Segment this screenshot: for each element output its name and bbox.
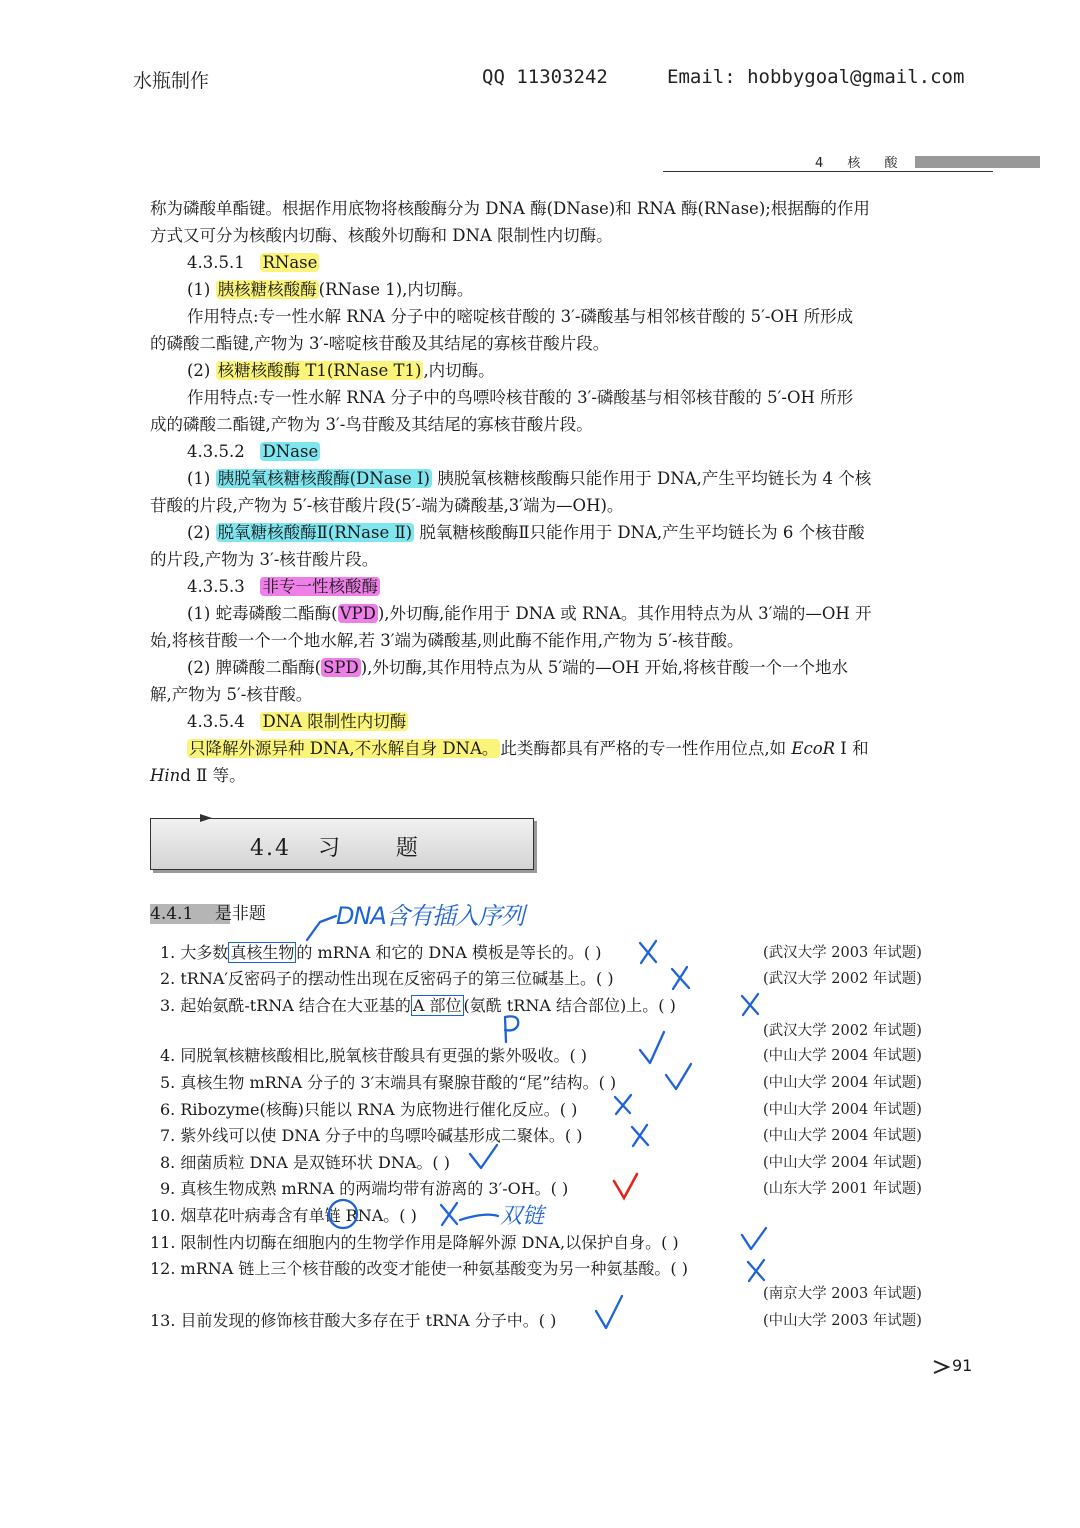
question-source: (中山大学 2003 年试题) — [763, 1313, 922, 1329]
item-prefix: (2) — [187, 361, 216, 380]
item-prefix: (2) — [187, 523, 216, 542]
handwritten-note: 双链 — [500, 1204, 545, 1229]
question-source: (武汉大学 2003 年试题) — [763, 945, 922, 961]
boxed-term: 真核生物 — [230, 943, 295, 962]
enzyme-name: Hin — [150, 766, 181, 785]
item-text: Ⅰ 和 — [835, 739, 869, 758]
question-number: 6. — [160, 1100, 176, 1119]
paragraph-line: 苷酸的片段,产物为 5′-核苷酸片段(5′-端为磷酸基,3′端为—OH)。 — [150, 496, 624, 515]
header-qq: QQ 11303242 — [482, 66, 608, 88]
subsection-title: RNase — [262, 253, 318, 272]
paragraph-line: 作用特点:专一性水解 RNA 分子中的嘧啶核苷酸的 3′-磷酸基与相邻核苷酸的 5′-OH 所形成 — [187, 307, 854, 326]
paragraph-line: 解,产物为 5′-核苷酸。 — [150, 685, 313, 704]
subsection-title: 是非题 — [214, 904, 266, 924]
question-text: (氨酰 tRNA 结合部位)上。( ) — [463, 996, 676, 1015]
question-text: 真核生物 mRNA 分子的 3′末端具有聚腺苷酸的“尾”结构。( ) — [180, 1073, 617, 1092]
annotation-letter-mark — [505, 1016, 518, 1042]
subsection-number: 4.3.5.1 — [187, 253, 245, 272]
answer-marks — [441, 941, 766, 1328]
question-number: 7. — [160, 1126, 176, 1145]
question-source: (山东大学 2001 年试题) — [763, 1181, 922, 1197]
item-text: (RNase 1),内切酶。 — [318, 280, 474, 299]
handwritten-note: DNA含有插入序列 — [336, 902, 524, 930]
item-text: 胰脱氧核糖核酸酶只能作用于 DNA,产生平均链长为 4 个核 — [432, 469, 872, 488]
highlighted-term: 脱氧糖核酸酶Ⅱ(RNase Ⅱ) — [217, 523, 413, 542]
question-source: (中山大学 2004 年试题) — [763, 1155, 922, 1171]
cross-mark-7 — [632, 1125, 648, 1146]
section-title: 4.4 习 题 — [250, 836, 420, 861]
item-prefix: (1) — [187, 280, 216, 299]
question-number: 12. — [150, 1259, 176, 1278]
question-number: 13. — [150, 1311, 176, 1330]
question-number: 10. — [150, 1206, 176, 1225]
question-number: 8. — [160, 1153, 176, 1172]
question-text: 起始氨酰-tRNA 结合在大亚基的 — [180, 996, 411, 1015]
question-number: 4. — [160, 1046, 176, 1065]
question-number: 2. — [160, 969, 176, 988]
cross-mark-6 — [615, 1095, 631, 1114]
item-text: ),外切酶,其作用特点为从 5′端的—OH 开始,将核苷酸一个一个地水 — [360, 658, 849, 677]
paragraph-line: 方式又可分为核酸内切酶、核酸外切酶和 DNA 限制性内切酶。 — [150, 226, 613, 245]
highlighted-term: SPD — [323, 658, 359, 677]
question-text: 的 mRNA 和它的 DNA 模板是等长的。( ) — [296, 943, 602, 962]
question-source: (武汉大学 2002 年试题) — [763, 971, 922, 987]
cross-mark-1 — [640, 941, 656, 963]
header-email: Email: hobbygoal@gmail.com — [667, 66, 965, 88]
check-mark-8 — [470, 1145, 497, 1168]
subsection-number: 4.3.5.4 — [187, 712, 245, 731]
highlighted-term: 核糖核酸酶 T1(RNase T1) — [217, 361, 422, 380]
circle-mark — [329, 1200, 357, 1228]
paragraph-line: 始,将核苷酸一个一个地水解,若 3′端为磷酸基,则此酶不能作用,产物为 5′-核苷酸。 — [150, 631, 744, 650]
check-mark-4 — [640, 1032, 664, 1063]
check-mark-9 — [614, 1174, 637, 1198]
question-text: 大多数 — [180, 943, 229, 962]
item-prefix: (1) 蛇毒磷酸二酯酶( — [187, 604, 338, 623]
subsection-title: 非专一性核酸酶 — [262, 577, 378, 596]
highlighted-term: VPD — [339, 604, 376, 623]
highlighted-term: 胰核糖核酸酶 — [217, 280, 317, 299]
subsection-title: DNA 限制性内切酶 — [262, 712, 407, 731]
question-source: (武汉大学 2002 年试题) — [763, 1023, 922, 1039]
subsection-number: 4.4.1 — [150, 904, 194, 924]
question-number: 11. — [150, 1233, 176, 1252]
item-text: 脱氧糖核酸酶Ⅱ只能作用于 DNA,产生平均链长为 6 个核苷酸 — [414, 523, 865, 542]
cross-mark-12 — [748, 1260, 764, 1281]
question-source: (南京大学 2003 年试题) — [763, 1286, 922, 1302]
cross-mark-3 — [742, 994, 758, 1015]
question-text: 烟草花叶病毒含有 — [180, 1206, 309, 1225]
question-text: 同脱氧核糖核酸相比,脱氧核苷酸具有更强的紫外吸收。( ) — [180, 1046, 588, 1065]
paragraph-line: 的片段,产物为 3′-核苷酸片段。 — [150, 550, 379, 569]
highlighted-term: 只降解外源异种 DNA,不水解自身 DNA。 — [189, 739, 499, 758]
running-head-title: 4 核 酸 — [815, 156, 908, 171]
question-text: RNA。( ) — [340, 1206, 417, 1225]
page-chevron-icon — [934, 1361, 948, 1373]
subsection-number: 4.3.5.3 — [187, 577, 245, 596]
annotation-connector — [307, 916, 336, 940]
check-mark-13 — [596, 1296, 622, 1328]
question-source: (中山大学 2004 年试题) — [763, 1075, 922, 1091]
question-text: 限制性内切酶在细胞内的生物学作用是降解外源 DNA,以保护自身。( ) — [180, 1233, 679, 1252]
question-source: (中山大学 2004 年试题) — [763, 1102, 922, 1118]
item-text: d Ⅱ 等。 — [180, 766, 246, 785]
question-text: 真核生物成熟 mRNA 的两端均带有游离的 3′-OH。( ) — [180, 1179, 569, 1198]
cross-mark-2 — [672, 967, 689, 989]
item-prefix: (2) 脾磷酸二酯酶( — [187, 658, 322, 677]
item-prefix: (1) — [187, 469, 216, 488]
question-number: 1. — [160, 943, 176, 962]
question-source: (中山大学 2004 年试题) — [763, 1128, 922, 1144]
question-text: mRNA 链上三个核苷酸的改变才能使一种氨基酸变为另一种氨基酸。( ) — [180, 1259, 688, 1278]
check-mark-5 — [666, 1064, 691, 1089]
question-number: 5. — [160, 1073, 176, 1092]
check-mark-11 — [742, 1228, 766, 1249]
question-source: (中山大学 2004 年试题) — [763, 1048, 922, 1064]
header-author: 水瓶制作 — [133, 70, 210, 92]
question-text: 紫外线可以使 DNA 分子中的鸟嘌呤碱基形成二聚体。( ) — [180, 1126, 583, 1145]
subsection-title: DNase — [262, 442, 319, 461]
annotation-connector — [460, 1215, 498, 1220]
cross-mark-10 — [441, 1203, 457, 1225]
page-number: 91 — [952, 1356, 973, 1375]
boxed-term: A 部位 — [412, 996, 462, 1015]
item-text: ),外切酶,能作用于 DNA 或 RNA。其作用特点为从 3′端的—OH 开 — [377, 604, 872, 623]
question-text: tRNA′反密码子的摆动性出现在反密码子的第三位碱基上。( ) — [180, 969, 614, 988]
question-number: 9. — [160, 1179, 176, 1198]
paragraph-line: 成的磷酸二酯键,产物为 3′-鸟苷酸及其结尾的寡核苷酸片段。 — [150, 415, 593, 434]
subsection-number: 4.3.5.2 — [187, 442, 245, 461]
question-text: 细菌质粒 DNA 是双链环状 DNA。( ) — [180, 1153, 450, 1172]
paragraph-line: 称为磷酸单酯键。根据作用底物将核酸酶分为 DNA 酶(DNase)和 RNA 酶(RNase);根据酶的作用 — [150, 199, 870, 218]
question-number: 3. — [160, 996, 176, 1015]
question-text: 目前发现的修饰核苷酸大多存在于 tRNA 分子中。( ) — [180, 1311, 557, 1330]
item-text: ,内切酶。 — [423, 361, 495, 380]
paragraph-line: 的磷酸二酯键,产物为 3′-嘧啶核苷酸及其结尾的寡核苷酸片段。 — [150, 334, 610, 353]
item-text: 此类酶都具有严格的专一性作用位点,如 — [500, 739, 792, 758]
question-text: Ribozyme(核酶)只能以 RNA 为底物进行催化反应。( ) — [180, 1100, 578, 1119]
highlighted-term: 胰脱氧核糖核酸酶(DNase Ⅰ) — [217, 469, 430, 488]
circled-term: 单链 — [308, 1206, 341, 1225]
enzyme-name: EcoR — [791, 739, 836, 758]
paragraph-line: 作用特点:专一性水解 RNA 分子中的鸟嘌呤核苷酸的 3′-磷酸基与相邻核苷酸的 5′-OH 所形 — [187, 388, 854, 407]
